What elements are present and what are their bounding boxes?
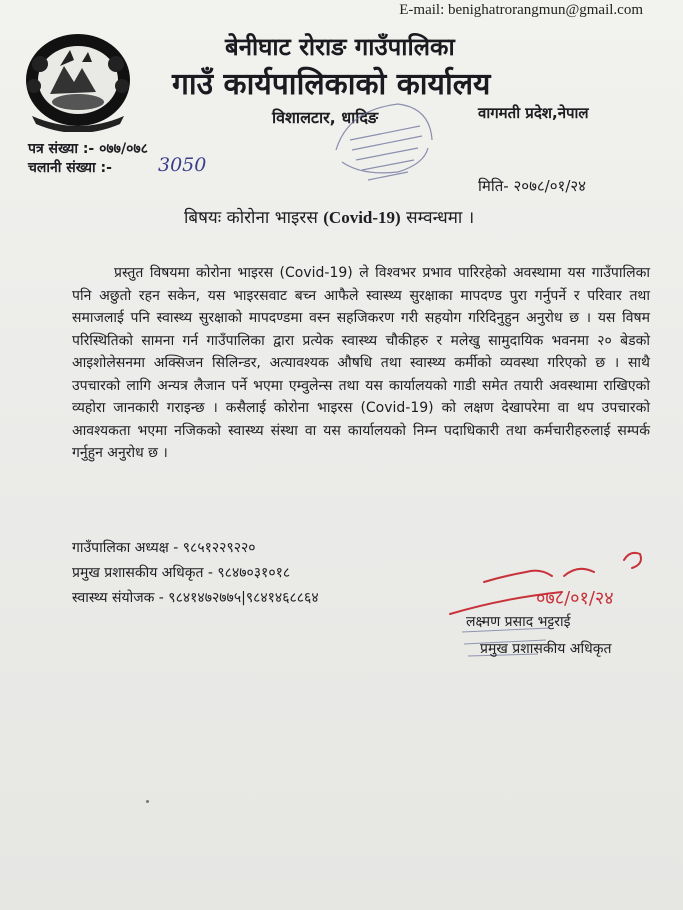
- signatory-name: लक्ष्मण प्रसाद भट्टराई: [466, 614, 571, 630]
- office-title: गाउँ कार्यपालिकाको कार्यालय: [172, 67, 491, 102]
- letter-date: मिति- २०७८/०१/२४: [478, 177, 586, 195]
- letter-body: प्रस्तुत विषयमा कोरोना भाइरस (Covid-19) ले विश्वभर प्रभाव पारिरहेको अवस्थामा यस गाउँपालिका पनि अछुतो रहन सकेन, यस भाइरसवाट बच्न आफैले स्वास्थ्य सुरक्षाका मापदण्ड पुरा गर्नुपर्ने र परिवार तथा समाजलाई पनि स्वास्थ्य सुरक्षाको मापदण्डमा वस्न सहजिकरण गरी सहयोग गरिदिनुहुन अनुरोध छ । यस विषम परिस्थितिको सामना गर्न गाउँपालिका द्वारा प्रत्येक स्वास्थ्य चौकीहरु र मलेखु सामुदायिक भवनमा २० बेडको आइशोलेसनमा अक्सिजन सिलिन्डर, अत्यावश्यक औषधि तथा स्वास्थ्य कर्मीको व्यवस्था गरिएको छ । साथै उपचारको लागि अन्यत्र लैजान पर्ने भएमा एम्वुलेन्स तथा यस कार्यालयको गाडी समेत तयारी अवस्थामा राखिएको व्यहोरा जानकारी गराइन्छ । कसैलाई कोरोना भाइरस (Covid-19) को लक्षण देखापरेमा वा थप उपचारको आवश्यकता भएमा नजिकको स्वास्थ्य संस्था वा यस कार्यालयको निम्न पदाधिकारी तथा कर्मचारीहरुलाई सम्पर्क गर्नुहुन अनुरोध छ ।: [72, 265, 650, 461]
- subject-label: बिषयः: [184, 208, 222, 228]
- contact-health-coordinator: स्वास्थ्य संयोजक - ९८४१४७२७७५|९८४१४६८८६४: [72, 590, 319, 606]
- subject-suffix: सम्वन्धमा ।: [406, 208, 475, 228]
- letter-number: पत्र संख्या :- ०७७/०७८: [28, 141, 148, 157]
- dispatch-number-label: चलानी संख्या :-: [28, 160, 112, 176]
- nepal-emblem-icon: [20, 24, 136, 132]
- dispatch-number-handwritten: 3050: [158, 154, 207, 176]
- signature-icon: [444, 542, 664, 622]
- subject-text: कोरोना भाइरस: [226, 208, 318, 228]
- signature-date-handwritten: ०७८/०१/२४: [536, 588, 614, 609]
- paper-speck: [146, 800, 149, 803]
- contact-list: [72, 536, 319, 611]
- subject-line: [184, 205, 474, 228]
- office-address: विशालटार, धादिङ: [272, 108, 379, 127]
- contact-chief-officer: प्रमुख प्रशासकीय अधिकृत - ९८४७०३१०१८: [72, 565, 291, 581]
- office-round-stamp-icon: [328, 100, 438, 192]
- subject-covid: (Covid-19): [323, 208, 401, 227]
- email-address: E-mail: benighatrorangmun@gmail.com: [399, 2, 643, 18]
- organization-name: बेनीघाट रोराङ गाउँपालिका: [225, 33, 455, 61]
- contact-chairperson: गाउँपालिका अध्यक्ष - ९८५१२२९२२०: [72, 540, 256, 556]
- province-address: वागमती प्रदेश,नेपाल: [478, 104, 589, 122]
- signatory-title: प्रमुख प्रशासकीय अधिकृत: [480, 641, 612, 657]
